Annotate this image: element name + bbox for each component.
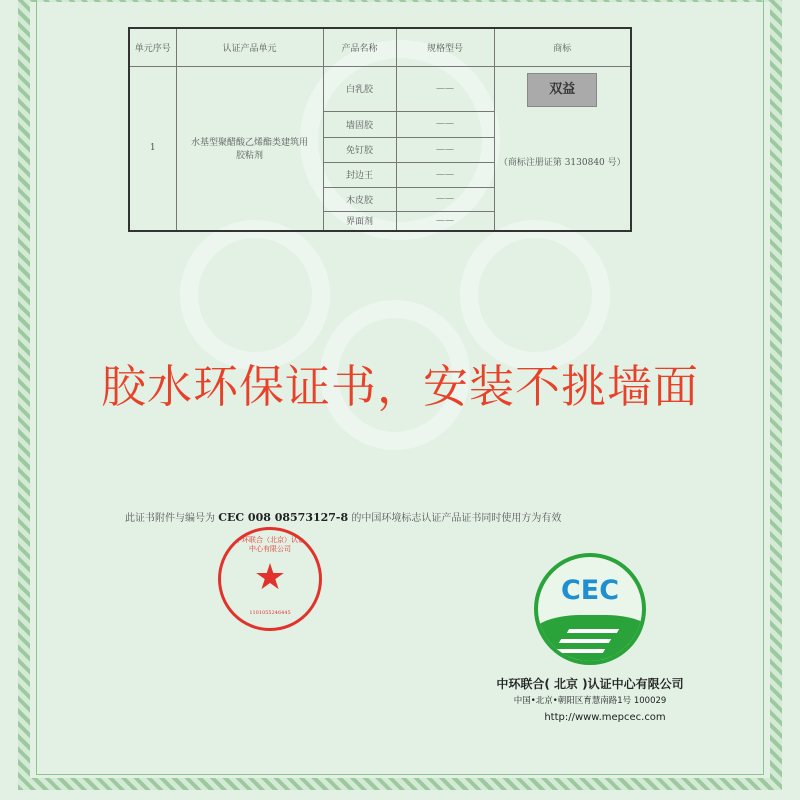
issuer-url[interactable]: http://www.mepcec.com bbox=[544, 712, 666, 723]
header-product-name: 产品名称 bbox=[323, 28, 396, 66]
product-spec: —— bbox=[396, 187, 494, 211]
header-spec: 规格型号 bbox=[396, 28, 494, 66]
product-name: 封边王 bbox=[323, 162, 396, 187]
product-name: 免钉胶 bbox=[323, 137, 396, 162]
product-spec: —— bbox=[396, 111, 494, 137]
wave-icon bbox=[534, 615, 646, 665]
official-seal bbox=[218, 527, 322, 631]
watermark bbox=[460, 220, 610, 370]
unit-name: 水基型聚醋酸乙烯酯类建筑用胶粘剂 bbox=[176, 66, 323, 231]
product-spec: —— bbox=[396, 211, 494, 231]
header-unit-no: 单元序号 bbox=[129, 28, 176, 66]
product-spec: —— bbox=[396, 162, 494, 187]
product-spec: —— bbox=[396, 66, 494, 111]
validity-note bbox=[125, 512, 561, 525]
trademark-cell bbox=[494, 66, 631, 231]
promo-banner: 胶水环保证书，安装不挑墙面 bbox=[100, 360, 699, 413]
star-icon: ★ bbox=[253, 557, 287, 598]
product-spec: —— bbox=[396, 137, 494, 162]
product-table bbox=[128, 27, 632, 232]
product-name: 木皮胶 bbox=[323, 187, 396, 211]
header-trademark: 商标 bbox=[494, 28, 631, 66]
certificate-number: CEC 008 08573127-8 bbox=[218, 511, 349, 524]
trademark-note: （商标注册证第 3130840 号） bbox=[498, 157, 626, 168]
product-name: 墙固胶 bbox=[323, 111, 396, 137]
product-name: 界面剂 bbox=[323, 211, 396, 231]
seal-text: 中环联合（北京）认证中心有限公司 bbox=[235, 536, 305, 553]
note-suffix: 的中国环境标志认证产品证书同时使用方为有效 bbox=[348, 513, 562, 524]
header-unit-name: 认证产品单元 bbox=[176, 28, 323, 66]
watermark bbox=[180, 220, 330, 370]
issuer-name: 中环联合( 北京 )认证中心有限公司 bbox=[496, 677, 684, 691]
product-name: 白乳胶 bbox=[323, 66, 396, 111]
note-prefix: 此证书附件与编号为 bbox=[125, 513, 219, 524]
unit-no: 1 bbox=[129, 66, 176, 231]
trademark-logo: 双益 bbox=[527, 73, 597, 107]
issuer-address: 中国•北京•朝阳区育慧南路1号 100029 bbox=[513, 696, 667, 706]
seal-number: 1101055246445 bbox=[249, 610, 291, 616]
cec-logo bbox=[534, 553, 646, 665]
cec-logo-text: CEC bbox=[560, 575, 620, 606]
